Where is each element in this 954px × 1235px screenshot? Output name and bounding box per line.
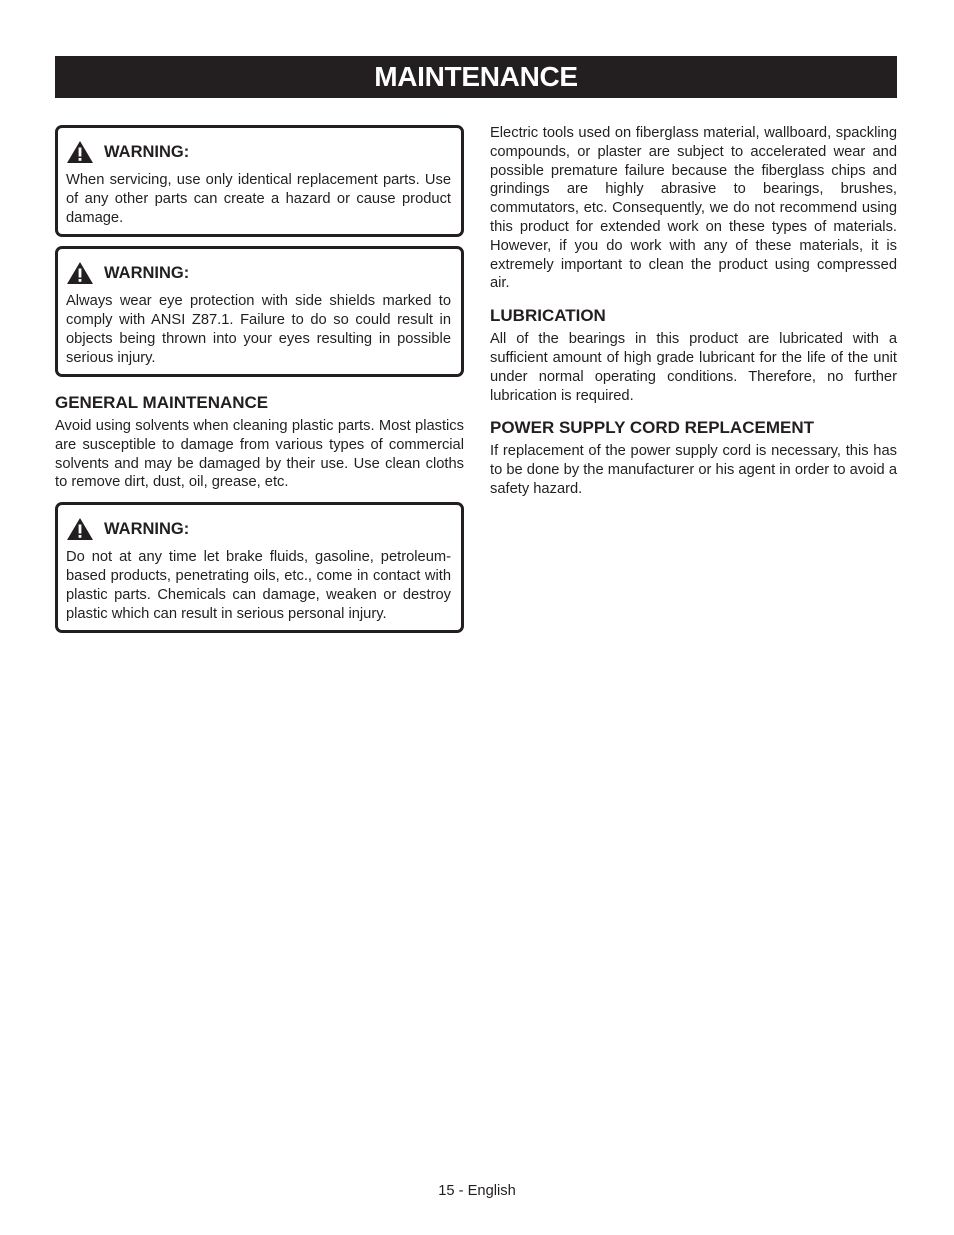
warning-box-replacement-parts bbox=[55, 125, 464, 237]
warning-text: Do not at any time let brake fluids, gasoline, petroleum-based products, penetrating oils, etc., come in contact with plastic parts. Chemicals can damage, weaken or destroy plastic which can result in serious personal injury. bbox=[66, 549, 451, 623]
page-title-bar bbox=[55, 56, 897, 98]
right-column bbox=[490, 124, 897, 499]
warning-label: WARNING: bbox=[104, 142, 190, 161]
power-cord-text: If replacement of the power supply cord is necessary, this has to be done by the manufacturer or his agent in order to avoid a safety hazard. bbox=[490, 443, 897, 497]
warning-header bbox=[66, 517, 451, 541]
warning-text: Always wear eye protection with side shields marked to comply with ANSI Z87.1. Failure to do so could result in objects being thrown into your eyes resulting in possible serious injury. bbox=[66, 293, 451, 366]
page-number: 15 - English bbox=[438, 1183, 516, 1199]
warning-text: When servicing, use only identical replacement parts. Use of any other parts can create a hazard or cause product damage. bbox=[66, 172, 451, 226]
warning-triangle-icon bbox=[66, 261, 94, 285]
warning-label: WARNING: bbox=[104, 519, 190, 538]
warning-header bbox=[66, 140, 451, 164]
warning-box-eye-protection bbox=[55, 246, 464, 377]
page-footer bbox=[0, 1183, 954, 1199]
warning-label: WARNING: bbox=[104, 263, 190, 282]
fiberglass-text: Electric tools used on fiberglass material, wallboard, spackling compounds, or plaster are subject to accelerated wear and possible premature failure because the fiberglass chips and grindings are highly abrasive to bearings, brushes, commutators, etc. Consequently, we do not recommend using this product for extended work on these types of materials. However, if you do work with any of these materials, it is extremely important to clean the product using compressed air. bbox=[490, 125, 897, 292]
warning-triangle-icon bbox=[66, 517, 94, 541]
general-maintenance-heading: GENERAL MAINTENANCE bbox=[55, 393, 269, 412]
lubrication-text: All of the bearings in this product are lubricated with a sufficient amount of high grade lubricant for the life of the unit under normal operating conditions. Therefore, no further lubrication is required. bbox=[490, 331, 897, 404]
lubrication-heading: LUBRICATION bbox=[490, 306, 606, 326]
general-maintenance-text: Avoid using solvents when cleaning plastic parts. Most plastics are susceptible to damage from various types of commercial solvents and may be damaged by their use. Use clean cloths to remove dirt, dust, oil, grease, etc. bbox=[55, 418, 464, 491]
page-title: MAINTENANCE bbox=[374, 61, 578, 92]
warning-box-chemicals bbox=[55, 502, 464, 633]
warning-triangle-icon bbox=[66, 140, 94, 164]
power-cord-heading: POWER SUPPLY CORD REPLACEMENT bbox=[490, 418, 814, 438]
left-column bbox=[55, 125, 464, 642]
warning-header bbox=[66, 261, 451, 285]
